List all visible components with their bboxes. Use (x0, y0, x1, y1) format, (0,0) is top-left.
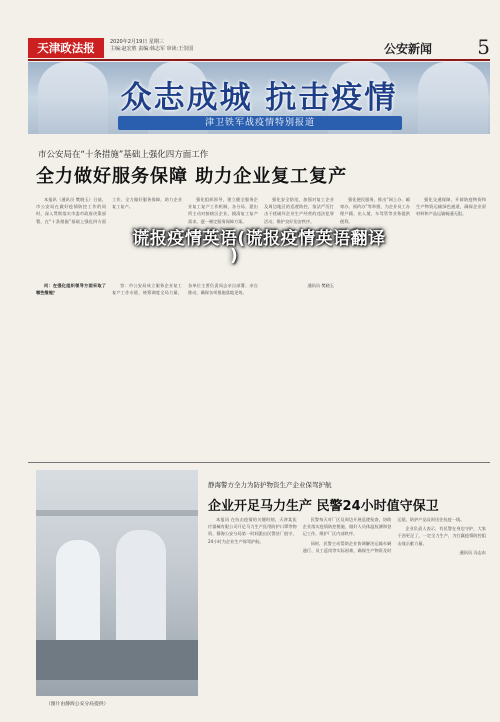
article-divider (28, 462, 490, 463)
article1-body-bottom (36, 282, 486, 457)
article1-answer: 答：市公安局成立服务企业复工复产工作专班，统筹调度全局力量，各单位主要负责同志亲自部署、亲自推动，确保各项措施落地见效。 (112, 283, 258, 296)
article2-headline: 企业开足马力生产 民警24小时值守保卫 (208, 499, 439, 514)
banner-subtitle: 津卫铁军战疫情特别报道 (118, 116, 402, 130)
masthead-rule (28, 59, 490, 61)
article1-para: 强化安全防范，加强对复工企业及周边地区的巡逻防控，依法严厉打击干扰破坏企业生产经营的违法犯罪活动，维护良好治安秩序。 (264, 197, 334, 224)
article1-kicker: 市公安局在“十条措施”基础上强化四方面工作 (38, 150, 209, 160)
photo-shelf (36, 510, 198, 516)
section-title: 公安新闻 (384, 42, 433, 56)
article2-body (208, 516, 486, 712)
article2-para: 同时，民警主动帮助企业协调解决运输车辆通行、员工返岗等实际困难，确保生产物资及时运抵、防护产品及时送往抗疫一线。 (302, 517, 465, 553)
article1-para: 强化交通保障，开辟防疫物资和生产物资运输绿色通道，确保企业原材料和产品运输畅通无阻。 (416, 197, 486, 217)
page-number: 5 (477, 35, 490, 59)
masthead (28, 35, 490, 59)
article2-para: 本报讯 在抗击疫情的关键时刻，天津某医疗器械有限公司开足马力生产医用防护口罩等物资，静海公安分局第一时间派出民警驻厂值守，24小时为企业生产保驾护航。 (208, 517, 297, 544)
photo-machine (36, 640, 198, 680)
banner (28, 62, 490, 134)
issue-meta (110, 39, 193, 53)
article2-para: 民警每天对厂区及周边开展巡逻检查，协助企业落实疫情防控措施，做好人员体温检测和登记工作，维护厂区内部秩序。 (302, 517, 392, 537)
article2-para: 企业负责人表示，有民警在身边守护，大家干劲更足了，一定全力生产，为打赢疫情防控阻击战贡献力量。 (397, 526, 486, 546)
article1-headline: 全力做好服务保障 助力企业复工复产 (36, 166, 348, 187)
newspaper-logo: 天津政法报 (28, 38, 104, 58)
photo-caption: （图片由静海公安分局提供） (46, 702, 109, 707)
article1-para: 强化组织领导，建立健全服务企业复工复产工作机制，各分局、派出所主动对接辖区企业，摸清复工复产需求，逐一制定服务保障方案。 (188, 197, 258, 224)
article1-para: 强化便民服务，推出“网上办、邮寄办、预约办”等举措，为企业员工办理户籍、出入境、车驾管等业务提供便利。 (340, 197, 410, 224)
article2-photo (36, 470, 198, 696)
issue-date: 2020年2月19日 星期三 (110, 39, 164, 45)
overlay-caption-end: ) (230, 246, 238, 266)
article2-author: 通讯员 冯志东 (459, 549, 486, 555)
article2-kicker: 静海警方全力为防护物资生产企业保驾护航 (208, 481, 332, 489)
article1-author: 通讯员 樊晓玉 (307, 283, 334, 288)
editor-credits: 主编:赵宏胜 责编:韩志军 审读:王崇国 (110, 46, 194, 52)
banner-title: 众志成城 抗击疫情 (120, 80, 398, 116)
article1-lead: 本报讯（通讯员 樊晓玉）日前，市公安局在做好疫情防控工作的同时，深入贯彻落实市委市政府决策部署，在“十条措施”基础上强化四方面工作，全力做好服务保障，助力企业复工复产。 (36, 197, 182, 224)
article1-question: 问：在强化组织领导方面采取了哪些措施？ (36, 283, 106, 296)
overlay-caption: 谎报疫情英语(谎报疫情英语翻译 (132, 229, 386, 249)
